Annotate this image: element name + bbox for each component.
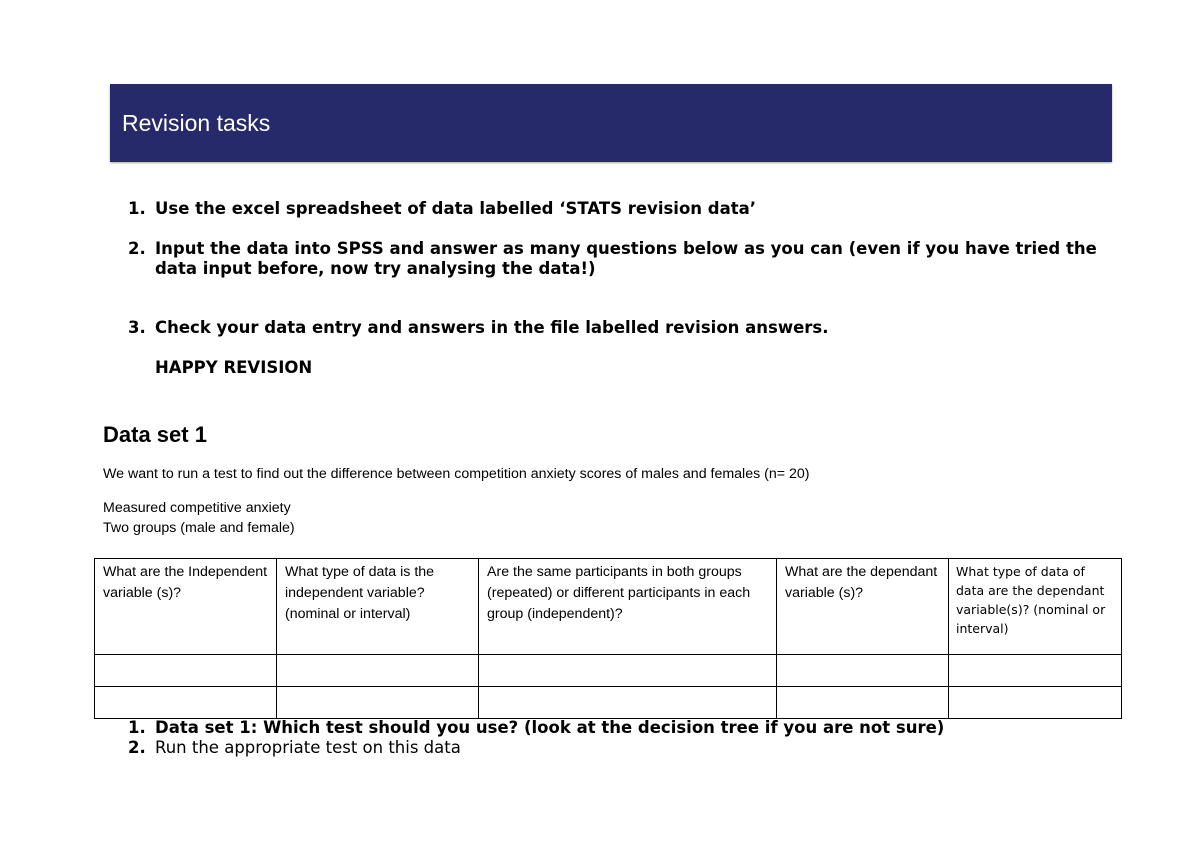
question-number: 2. bbox=[128, 738, 146, 757]
question-text: Data set 1: Which test should you use? (look at the decision tree if you are not sure) bbox=[155, 718, 945, 737]
task-text: Check your data entry and answers in the file labelled revision answers. bbox=[155, 318, 829, 337]
answer-cell[interactable] bbox=[949, 655, 1122, 687]
task-number: 1. bbox=[128, 199, 146, 218]
variables-table bbox=[94, 558, 1122, 719]
answer-cell[interactable] bbox=[777, 655, 949, 687]
task-number: 3. bbox=[128, 318, 146, 337]
header-cell: What are the dependant variable (s)? bbox=[777, 559, 949, 655]
question-number: 1. bbox=[128, 718, 146, 737]
task-number: 2. bbox=[128, 239, 146, 258]
header-cell: What are the Independent variable (s)? bbox=[95, 559, 277, 655]
header-banner bbox=[110, 84, 1112, 162]
dataset-groups: Two groups (male and female) bbox=[103, 520, 295, 536]
answer-cell[interactable] bbox=[777, 687, 949, 719]
task-text: Input the data into SPSS and answer as many questions below as you can (even if you have tried the data input before, now try analysing the data!) bbox=[155, 239, 1097, 278]
table-row bbox=[95, 687, 1122, 719]
answer-cell[interactable] bbox=[95, 687, 277, 719]
closing-text: HAPPY REVISION bbox=[155, 358, 313, 377]
table-row bbox=[95, 655, 1122, 687]
answer-cell[interactable] bbox=[479, 687, 777, 719]
answer-cell[interactable] bbox=[949, 687, 1122, 719]
answer-cell[interactable] bbox=[95, 655, 277, 687]
answer-cell[interactable] bbox=[277, 655, 479, 687]
dataset-measured: Measured competitive anxiety bbox=[103, 500, 291, 516]
header-cell: What type of data of data are the dependant variable(s)? (nominal or interval) bbox=[949, 559, 1122, 655]
question-text: Run the appropriate test on this data bbox=[155, 738, 461, 757]
header-cell: Are the same participants in both groups (repeated) or different participants in each group (independent)? bbox=[479, 559, 777, 655]
table-header-row bbox=[95, 559, 1122, 655]
dataset-heading: Data set 1 bbox=[103, 422, 207, 447]
dataset-intro: We want to run a test to find out the difference between competition anxiety scores of males and females (n= 20) bbox=[103, 466, 810, 482]
header-cell: What type of data is the independent variable? (nominal or interval) bbox=[277, 559, 479, 655]
answer-cell[interactable] bbox=[479, 655, 777, 687]
page-title: Revision tasks bbox=[122, 110, 271, 136]
answer-cell[interactable] bbox=[277, 687, 479, 719]
task-text: Use the excel spreadsheet of data labelled ‘STATS revision data’ bbox=[155, 199, 757, 218]
